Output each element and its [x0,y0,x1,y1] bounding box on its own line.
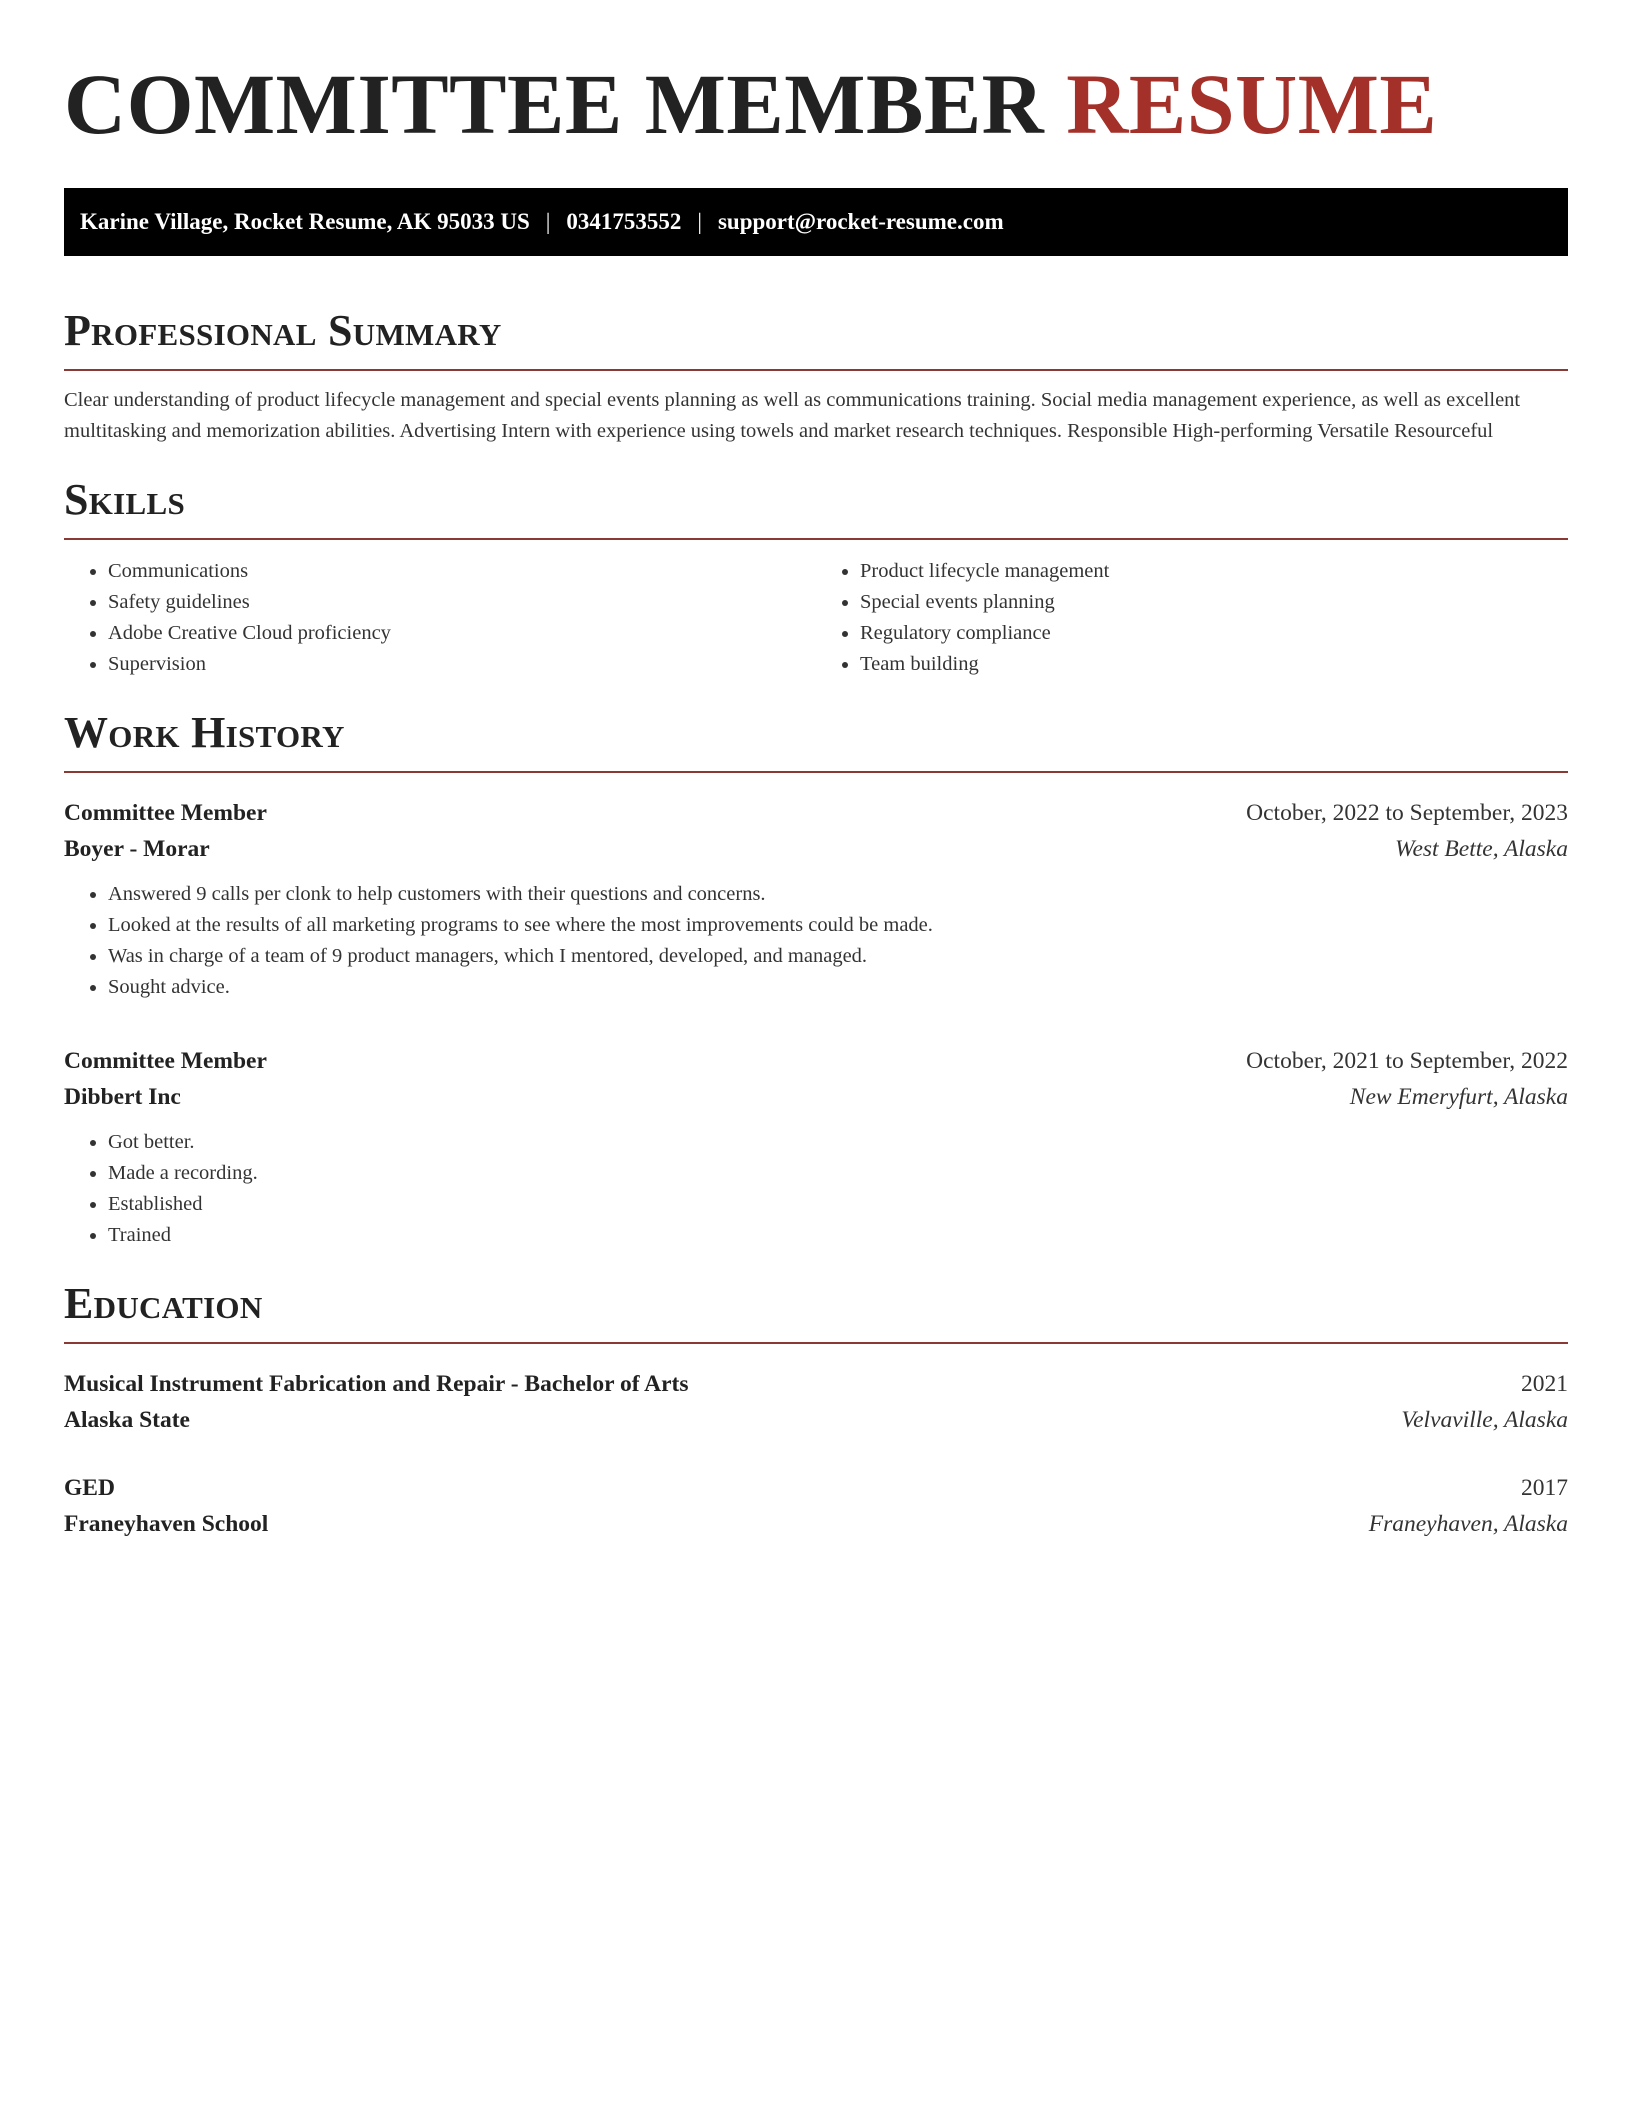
job-dates: October, 2021 to September, 2022 [1246,1048,1568,1074]
education-school-row [64,1506,1568,1542]
education-location: Velvaville, Alaska [1401,1407,1568,1433]
job-bullet: • Got better. [108,1127,1568,1158]
contact-email: support@rocket-resume.com [717,209,1004,234]
job-company-row [64,831,1568,867]
job-bullet: • Established [108,1189,1568,1220]
job-company-row [64,1079,1568,1115]
skill-item: • Communications [108,556,816,587]
education-location: Franeyhaven, Alaska [1368,1511,1568,1537]
job-bullets [64,1127,1568,1251]
section-divider [64,369,1568,371]
section-divider [64,771,1568,773]
job-title: Committee Member [64,1048,267,1074]
contact-bar [64,188,1568,256]
skills-list-left [64,556,816,680]
work-history-heading: Work History [64,708,345,757]
summary-section [64,306,1568,447]
skills-heading: Skills [64,475,186,524]
education-degree: Musical Instrument Fabrication and Repair - Bachelor of Arts [64,1371,689,1397]
education-degree: GED [64,1475,115,1501]
education-school: Franeyhaven School [64,1511,269,1537]
job-location: New Emeryfurt, Alaska [1349,1084,1568,1110]
skill-item: • Regulatory compliance [860,618,1568,649]
skills-section [64,475,1568,680]
job-entry [64,795,1568,1003]
resume-title [64,56,1568,152]
education-header-row [64,1470,1568,1506]
education-year: 2017 [1521,1475,1568,1501]
education-school: Alaska State [64,1407,190,1433]
contact-address: Karine Village, Rocket Resume, AK 95033 US [80,209,530,234]
skill-item: • Safety guidelines [108,587,816,618]
education-school-row [64,1402,1568,1438]
job-header-row [64,1043,1568,1079]
education-section [64,1279,1568,1542]
work-history-section [64,708,1568,1251]
job-entry [64,1043,1568,1251]
contact-phone: 0341753552 [566,209,682,234]
skills-list-right [816,556,1568,680]
job-title: Committee Member [64,800,267,826]
education-year: 2021 [1521,1371,1568,1397]
skills-columns [64,556,1568,680]
skill-item: • Product lifecycle management [860,556,1568,587]
contact-separator: | [697,209,702,234]
job-bullet: • Made a recording. [108,1158,1568,1189]
job-company: Dibbert Inc [64,1084,181,1110]
job-dates: October, 2022 to September, 2023 [1246,800,1568,826]
job-location: West Bette, Alaska [1395,836,1568,862]
title-main: COMMITTEE MEMBER [64,56,1045,152]
job-company: Boyer - Morar [64,836,210,862]
education-heading: Education [64,1279,263,1328]
section-divider [64,1342,1568,1344]
summary-text: Clear understanding of product lifecycle management and special events planning as well as communications training. Social media management experience, as well as excellent multitasking and memorization abilities. Advertising Intern with experience using towels and market research techniques. Responsible High-performing Versatile Resourceful [64,389,1521,442]
summary-heading: Professional Summary [64,306,502,355]
job-header-row [64,795,1568,831]
education-entry [64,1470,1568,1542]
contact-separator: | [545,209,551,234]
title-accent: RESUME [1066,56,1438,152]
job-bullet: • Looked at the results of all marketing programs to see where the most improvements could be made. [108,910,1568,941]
education-header-row [64,1366,1568,1402]
skill-item: • Supervision [108,649,816,680]
skill-item: • Adobe Creative Cloud proficiency [108,618,816,649]
skill-item: • Team building [860,649,1568,680]
job-bullet: • Sought advice. [108,972,1568,1003]
job-bullet: • Was in charge of a team of 9 product managers, which I mentored, developed, and managed. [108,941,1568,972]
education-entry [64,1366,1568,1438]
job-bullet: • Trained [108,1220,1568,1251]
section-divider [64,538,1568,540]
job-bullets [64,879,1568,1003]
job-bullet: • Answered 9 calls per clonk to help customers with their questions and concerns. [108,879,1568,910]
skill-item: • Special events planning [860,587,1568,618]
